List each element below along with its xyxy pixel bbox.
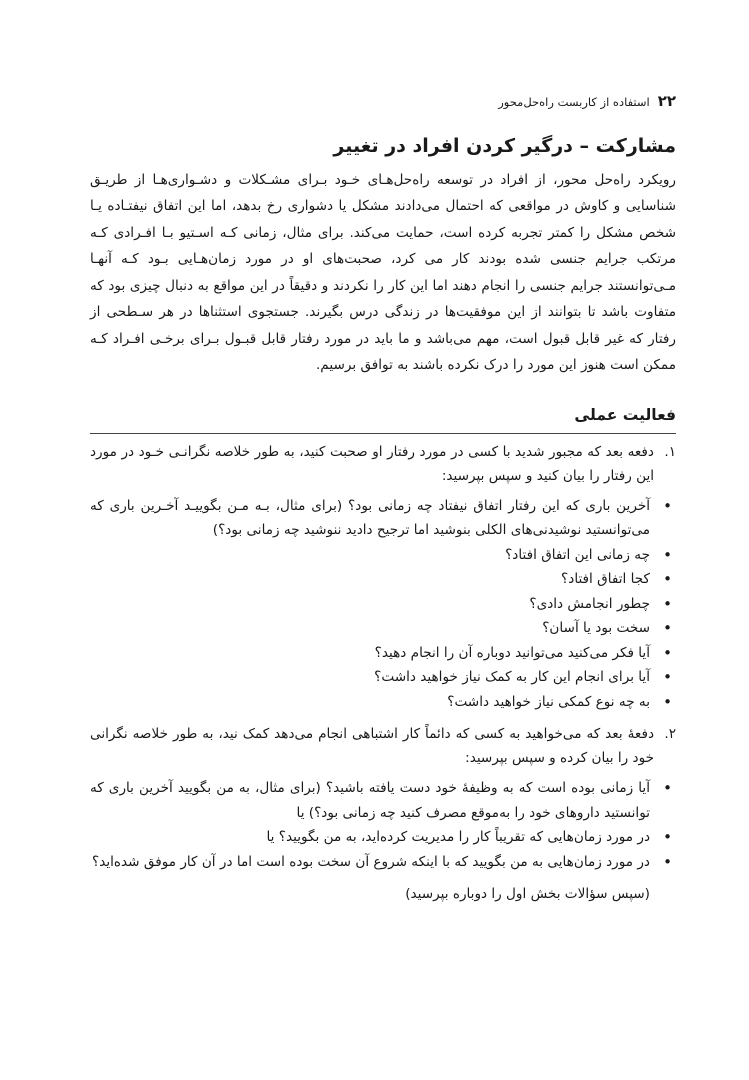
page-number: ۲۲: [657, 92, 676, 110]
numbered-item-1: [90, 440, 676, 488]
item-number: ۲.: [664, 726, 676, 743]
list-item: • در مورد زمان‌هایی که تقریباً کار را مدیریت کرده‌اید، به من بگویید؟ یا: [90, 825, 650, 850]
list-item: • آیا برای انجام این کار به کمک نیاز خواهید داشت؟: [90, 665, 650, 690]
item-text: دفعه بعد که مجبور شدید با کسی در مورد رفتار او صحبت کنید، به طور خلاصه نگرانـی خـود در مورد این رفتار را بیان کنید و سپس بپرسید:: [90, 443, 654, 484]
section-paragraph: رویکرد راه‌حل محور، از افراد در توسعه راه‌حل‌هـای خـود بـرای مشـکلات و دشـواری‌هـا از طریـق شناسایی و کاوش در مواقعی که احتمال می‌دادند مشکل یا دشواری رخ بدهد، اما این اتفاق نیفتـاده یـا شخص مشکل را کمتر تجربه کرده است، حمایت می‌کند. برای مثال، زمانی کـه اسـتیو بـا افـرادی کـه مرتکب جرایم جنسی شده بودند کار می کرد، صحبت‌های او در مورد زمان‌هـایی بـود کـه آنهـا مـی‌توانستند جرایم جنسی را انجام دهند اما این کار را نکردند و دقیقاً در این مواقع به دنبال چیزی بود که متفاوت باشد تا بتوانند از این موفقیت‌ها در زندگی درس بگیرند. جستجوی استثناها در هر سـطحی از رفتار که غیر قابل قبول است، مهم می‌باشد و ما باید در مورد رفتار قابل قبـول بـرای برخـی افـراد کـه ممکن است هنوز این مورد را درک نکرده باشند به توافق برسیم.: [90, 171, 676, 374]
list-item: • سخت بود یا آسان؟: [90, 616, 650, 641]
section-title: مشارکت – درگیر کردن افراد در تغییر: [333, 135, 676, 157]
closing-note: (سپس سؤالات بخش اول را دوباره بپرسید): [405, 886, 650, 903]
item-number: ۱.: [664, 443, 676, 460]
list-item: • آخرین باری که این رفتار اتفاق نیفتاد چه زمانی بود؟ (برای مثال، بـه مـن بگوییـد آخـرین باری که می‌توانستید نوشیدنی‌های الکلی بنوشید اما ترجیح دادید ننوشید چه زمانی بود؟): [90, 494, 650, 543]
running-title: استفاده از کاربست راه‌حل‌محور: [498, 95, 650, 109]
numbered-item-2: [90, 722, 676, 770]
book-page: [90, 92, 676, 906]
list-item: • چه زمانی این اتفاق افتاد؟: [90, 543, 650, 568]
bullet-list-1: [90, 494, 676, 715]
list-item: • چطور انجامش دادی؟: [90, 592, 650, 617]
item-text: دفعهٔ بعد که می‌خواهید به کسی که دائماً کار اشتباهی انجام می‌دهد کمک نید، به طور خلاصه نگرانی خود را بیان کرده و سپس بپرسید:: [90, 726, 654, 767]
list-item: • کجا اتفاق افتاد؟: [90, 567, 650, 592]
bullet-list-2: [90, 776, 676, 874]
list-item: • به چه نوع کمکی نیاز خواهید داشت؟: [90, 690, 650, 715]
list-item: • در مورد زمان‌هایی به من بگویید که با اینکه شروع آن سخت بوده است اما در آن کار موفق شده‌اید؟: [90, 850, 650, 875]
running-header: [90, 92, 676, 114]
activity-title: فعالیت عملی: [574, 405, 676, 424]
divider: [90, 433, 676, 434]
list-item: • آیا زمانی بوده است که به وظیفهٔ خود دست یافته باشید؟ (برای مثال، به من بگویید آخرین باری که توانستید داروهای خود را به‌موقع مصرف کنید چه زمانی بود؟) یا: [90, 776, 650, 825]
list-item: • آیا فکر می‌کنید می‌توانید دوباره آن را انجام دهید؟: [90, 641, 650, 666]
